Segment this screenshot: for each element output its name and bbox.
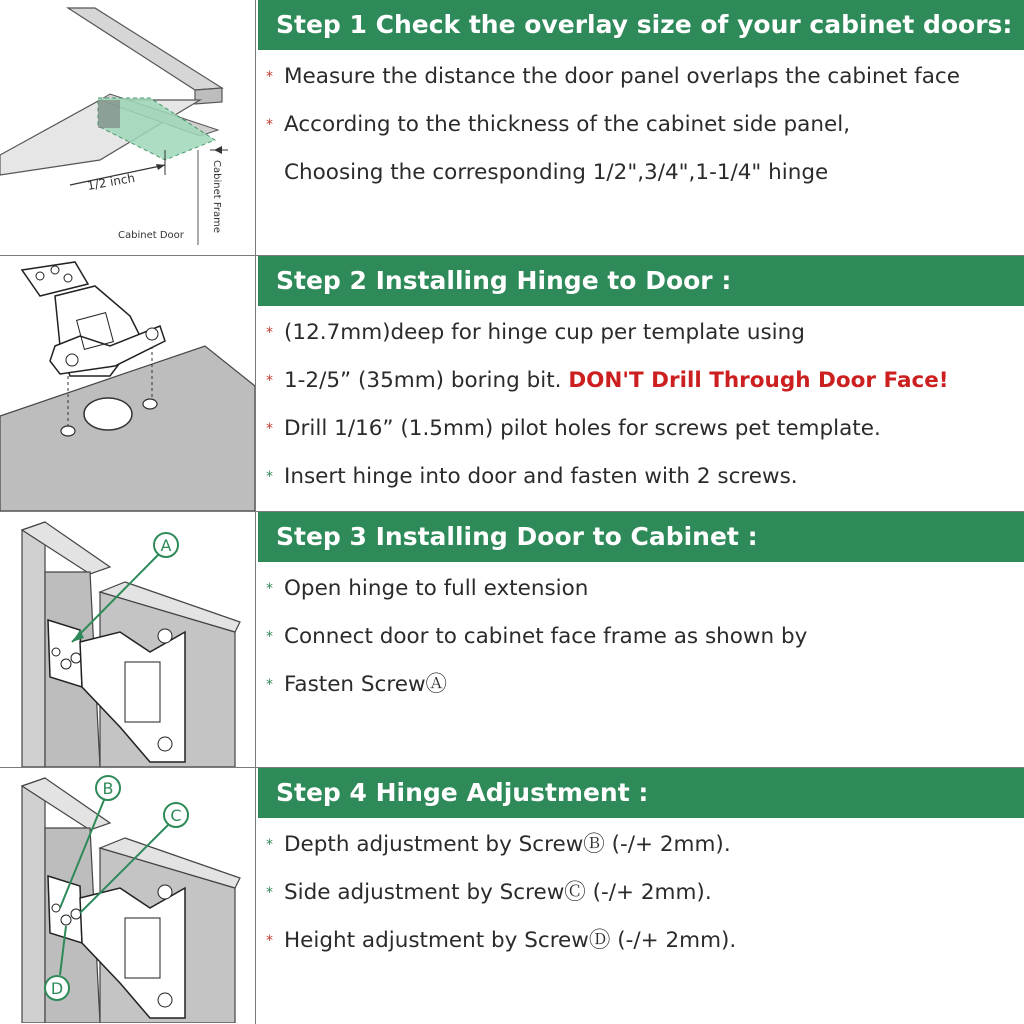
step4-header: Step 4 Hinge Adjustment : [258,768,1024,818]
item-text: Measure the distance the door panel overlaps the cabinet face [284,64,960,89]
list-item [266,102,1014,150]
step4-section [0,768,1024,1024]
list-item-continuation [266,150,1014,198]
list-item [266,406,1014,454]
asterisk-bullet-icon: * [266,469,273,485]
asterisk-bullet-icon: * [266,933,273,949]
list-item [266,870,1014,918]
cabinet-hinge-icon [22,262,165,376]
step2-header: Step 2 Installing Hinge to Door : [258,256,1024,306]
hinge-adjustment-diagram-icon [0,768,255,1023]
step1-section [0,0,1024,256]
asterisk-bullet-icon: * [266,421,273,437]
step4-content [256,768,1024,1024]
item-text: Fasten ScrewⒶ [284,672,448,697]
step2-list [266,310,1014,502]
step2-content [256,256,1024,511]
item-text: (12.7mm)deep for hinge cup per template using [284,320,805,345]
list-item [266,662,1014,710]
asterisk-bullet-icon: * [266,629,273,645]
step3-content [256,512,1024,767]
item-text: Drill 1/16” (1.5mm) pilot holes for screws pet template. [284,416,881,441]
callout-d-label: D [50,979,64,998]
asterisk-bullet-icon: * [266,373,273,389]
door-to-cabinet-diagram-icon [0,512,255,767]
step2-illustration [0,256,256,511]
callout-c-label: C [170,806,182,825]
overlay-diagram-icon [0,0,255,255]
frame-label: Cabinet Frame [211,160,222,233]
asterisk-bullet-icon: * [266,837,273,853]
step4-list [266,822,1014,966]
list-item [266,454,1014,502]
step3-section [0,512,1024,768]
step1-content [256,0,1024,255]
step3-illustration [0,512,256,767]
asterisk-bullet-icon: * [266,69,273,85]
list-item [266,54,1014,102]
step1-illustration [0,0,256,255]
item-text: Side adjustment by ScrewⒸ (-/+ 2mm). [284,880,712,905]
item-text: Open hinge to full extension [284,576,589,601]
dimension-label: 1/2 inch [86,170,137,193]
list-item [266,566,1014,614]
asterisk-bullet-icon: * [266,117,273,133]
asterisk-bullet-icon: * [266,677,273,693]
list-item [266,358,1014,406]
item-text: 1-2/5” (35mm) boring bit. [284,368,569,393]
item-text: Height adjustment by ScrewⒹ (-/+ 2mm). [284,928,737,953]
item-text: According to the thickness of the cabinet side panel, [284,112,851,137]
asterisk-bullet-icon: * [266,325,273,341]
list-item [266,614,1014,662]
step4-illustration [0,768,256,1024]
step3-header: Step 3 Installing Door to Cabinet : [258,512,1024,562]
callout-b-label: B [102,779,114,798]
list-item [266,918,1014,966]
hinge-to-door-diagram-icon [0,256,255,511]
step1-list [266,54,1014,198]
item-text: Choosing the corresponding 1/2",3/4",1-1/4" hinge [284,160,829,185]
item-text: Depth adjustment by ScrewⒷ (-/+ 2mm). [284,832,731,857]
step1-header: Step 1 Check the overlay size of your cabinet doors: [258,0,1024,50]
list-item [266,822,1014,870]
item-text: Insert hinge into door and fasten with 2 screws. [284,464,798,489]
step3-list [266,566,1014,710]
asterisk-bullet-icon: * [266,885,273,901]
list-item [266,310,1014,358]
asterisk-bullet-icon: * [266,581,273,597]
item-text: Connect door to cabinet face frame as shown by [284,624,808,649]
step2-section [0,256,1024,512]
warning-text: DON'T Drill Through Door Face! [568,368,949,393]
door-label: Cabinet Door [118,230,184,241]
callout-a-label: A [160,536,172,555]
